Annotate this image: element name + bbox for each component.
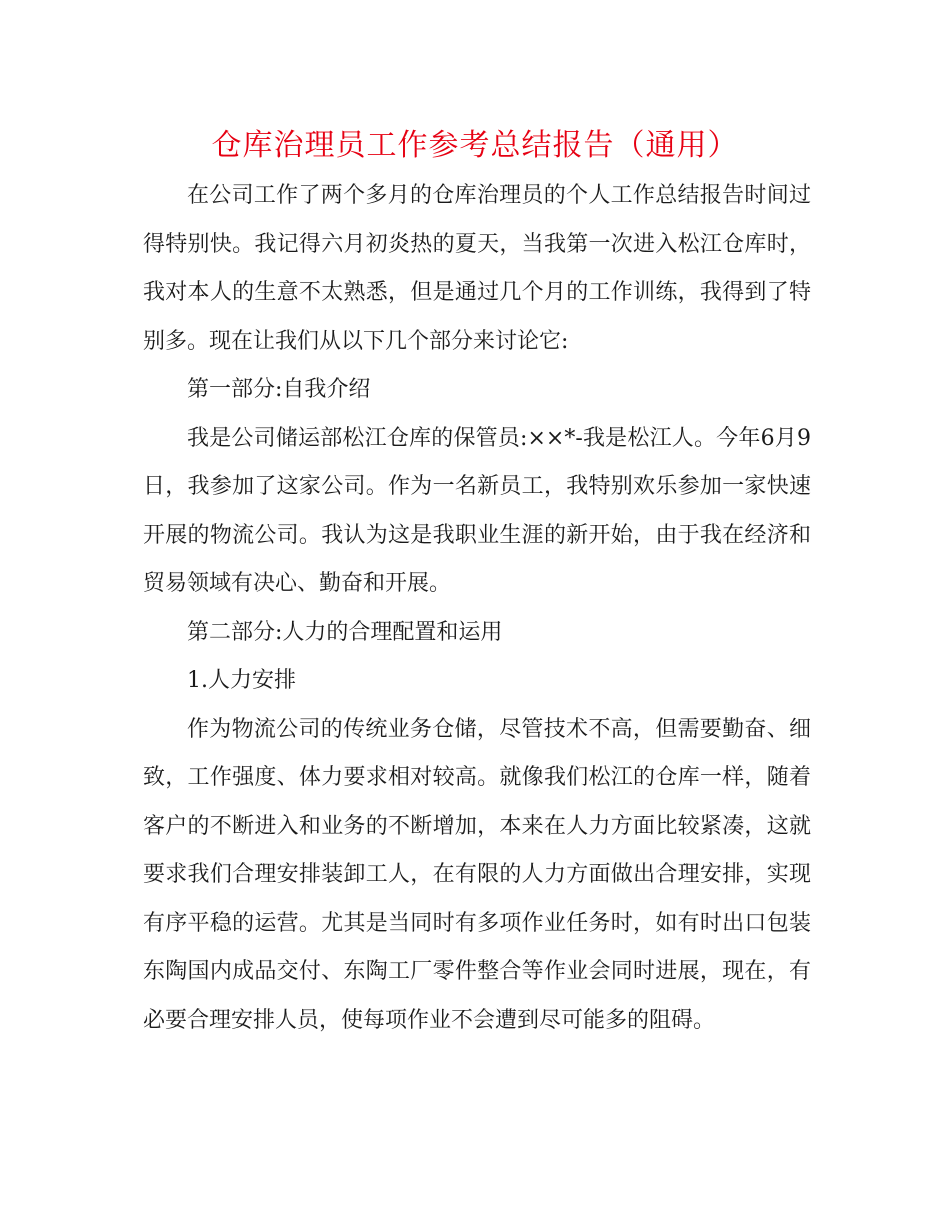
document-body (143, 172, 811, 1045)
document-title: 仓库治理员工作参考总结报告（通用） (211, 128, 739, 163)
subsection-heading-1: 1.人力安排 (187, 668, 296, 693)
paragraph-intro: 在公司工作了两个多月的仓库治理员的个人工作总结报告时间过得特别快。我记得六月初炎热的夏天，当我第一次进入松江仓库时，我对本人的生意不太熟悉，但是通过几个月的工作训练，我得到了特别多。现在让我们从以下几个部分来讨论它: (143, 183, 811, 354)
paragraph-staffing: 作为物流公司的传统业务仓储，尽管技术不高，但需要勤奋、细致，工作强度、体力要求相对较高。就像我们松江的仓库一样，随着客户的不断进入和业务的不断增加，本来在人力方面比较紧凑，这就要求我们合理安排装卸工人，在有限的人力方面做出合理安排，实现有序平稳的运营。尤其是当同时有多项作业任务时，如有时出口包装东陶国内成品交付、东陶工厂零件整合等作业会同时进展，现在，有必要合理安排人员，使每项作业不会遭到尽可能多的阻碍。 (143, 716, 811, 1033)
section-heading-1: 第一部分:自我介绍 (187, 377, 371, 402)
paragraph-self-intro: 我是公司储运部松江仓库的保管员:××*-我是松江人。今年6月9日，我参加了这家公司。作为一名新员工，我特别欢乐参加一家快速开展的物流公司。我认为这是我职业生涯的新开始，由于我在经济和贸易领域有决心、勤奋和开展。 (143, 425, 811, 596)
section-heading-2: 第二部分:人力的合理配置和运用 (187, 619, 503, 645)
